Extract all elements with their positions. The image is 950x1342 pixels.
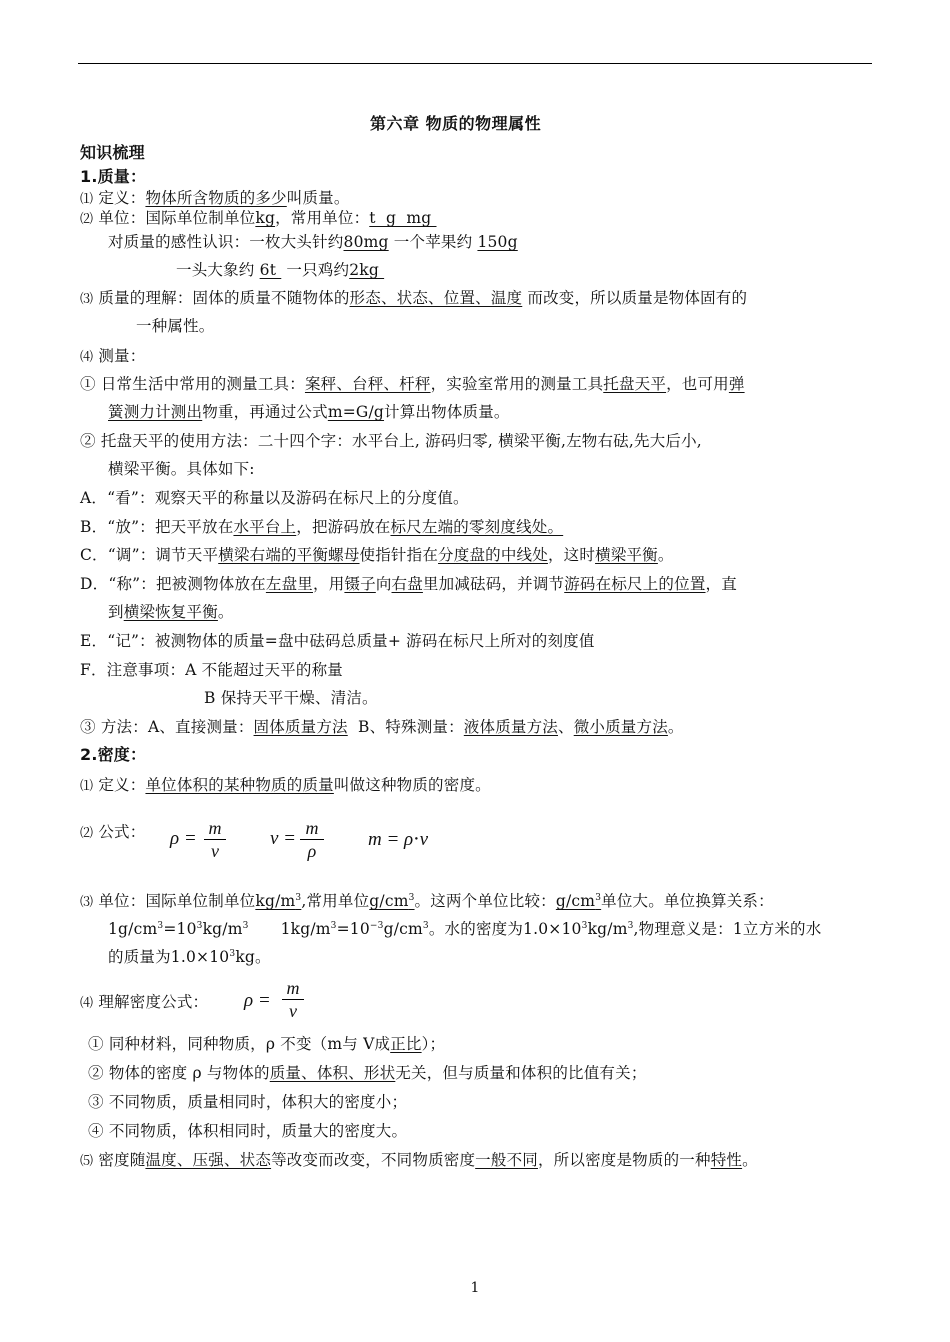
density-point-2: ② 物体的密度 ρ 与物体的质量、体积、形状无关，但与质量和体积的比值有关； — [88, 1064, 647, 1082]
density-unit-line2: $1g/cm^3=10^3kg/m^3$ $1kg/m^3=10^{-3}g/cm^3$。水的密度为$1.0\times 10^3kg/m^3$,物理意义是：1立方米的水 — [108, 920, 822, 938]
balance-usage: ② 托盘天平的使用方法：二十四个字：水平台上, 游码归零, 横梁平衡,左物右砝,先大后小, — [80, 432, 702, 450]
step-b: B．“放”：把天平放在水平台上，把游码放在标尺左端的零刻度线处。 — [80, 518, 564, 536]
density-understanding-label: ⑷ 理解密度公式： — [80, 993, 209, 1011]
chapter-title: 第六章 物质的物理属性 — [370, 114, 542, 133]
header-rule — [78, 63, 872, 64]
density-formula-label: ⑵ 公式： — [80, 823, 146, 841]
item-number: ⑴ — [80, 779, 94, 794]
page-number: 1 — [470, 1280, 480, 1296]
mass-perception-2: 一头大象约 6t 一只鸡约2kg — [176, 261, 385, 279]
step-c: C．“调”：调节天平横梁右端的平衡螺母使指针指在分度盘的中线处，这时横梁平衡。 — [80, 546, 674, 564]
mass-perception-1: 对质量的感性认识：一枚大头针约80mg 一个苹果约 150g — [108, 233, 518, 251]
si-unit: kg — [255, 209, 276, 227]
item-number: ⑷ — [80, 996, 94, 1011]
mass-understanding-line2: 一种属性。 — [136, 317, 215, 335]
density-point-3: ③ 不同物质，质量相同时，体积大的密度小； — [88, 1093, 408, 1111]
formula-mass: m = ρ⋅v — [368, 829, 429, 850]
formula-density-lhs: ρ = — [170, 828, 197, 849]
item-number: ⑸ — [80, 1154, 94, 1169]
measure-methods: ③ 方法：A、直接测量：固体质量方法 B、特殊测量：液体质量方法、微小质量方法。 — [80, 718, 684, 736]
density-unit: ⑶ 单位：国际单位制单位$kg/m^3$,常用单位$g/cm^3$。这两个单位比较：$g/cm^3$单位大。单位换算关系： — [80, 892, 774, 910]
measure-tools: ① 日常生活中常用的测量工具：案秤、台秤、杆秤，实验室常用的测量工具托盘天平，也可用弹 — [80, 375, 745, 393]
item-number: ⑵ — [80, 212, 94, 227]
balance-usage-line2: 横梁平衡。具体如下: — [108, 460, 255, 478]
step-f-line2: B 保持天平干燥、清洁。 — [204, 689, 378, 707]
step-f: F．注意事项：A 不能超过天平的称量 — [80, 661, 343, 679]
mass-measurement: ⑷ 测量： — [80, 347, 146, 365]
mass-understanding: ⑶ 质量的理解：固体的质量不随物体的形态、状态、位置、温度 而改变，所以质量是物体固有的 — [80, 289, 748, 307]
measure-tools-line2: 簧测力计测出物重，再通过公式m=G/g计算出物体质量。 — [108, 403, 510, 421]
item-number: ⑶ — [80, 895, 94, 910]
item-number: ⑷ — [80, 350, 94, 365]
mass-unit: ⑵ 单位：国际单位制单位kg，常用单位：t g mg — [80, 209, 437, 227]
step-d: D．“称”：把被测物体放在左盘里，用镊子向右盘里加减砝码，并调节游码在标尺上的位置，直 — [80, 575, 737, 593]
step-a: A．“看”：观察天平的称量以及游码在标尺上的分度值。 — [80, 489, 469, 507]
formula-volume-fraction: m ρ — [300, 818, 324, 861]
step-d-line2: 到横梁恢复平衡。 — [108, 603, 234, 621]
density-unit-line3: 的质量为$1.0\times 10^3kg$。 — [108, 948, 271, 966]
mass-definition-term: 物体所含物质的多少 — [145, 189, 287, 207]
item-number: ⑴ — [80, 192, 94, 207]
section-label: 知识梳理 — [80, 143, 145, 162]
mass-heading: 1.质量： — [80, 167, 147, 186]
formula-understanding-lhs: ρ = — [244, 990, 271, 1011]
item-number: ⑶ — [80, 292, 94, 307]
density-definition: ⑴ 定义：单位体积的某种物质的质量叫做这种物质的密度。 — [80, 776, 491, 794]
density-note-5: ⑸ 密度随温度、压强、状态等改变而改变，不同物质密度一般不同，所以密度是物质的一种特性。 — [80, 1151, 758, 1169]
density-point-1: ① 同种材料，同种物质，ρ 不变（m与 V成正比）； — [88, 1035, 446, 1053]
formula-understanding-fraction: m v — [282, 978, 304, 1021]
formula-density-fraction: m v — [204, 818, 226, 861]
item-number: ⑵ — [80, 826, 94, 841]
density-point-4: ④ 不同物质，体积相同时，质量大的密度大。 — [88, 1122, 408, 1140]
step-e: E．“记”：被测物体的质量=盘中砝码总质量+ 游码在标尺上所对的刻度值 — [80, 632, 595, 650]
common-units: t g mg — [369, 209, 437, 227]
density-heading: 2.密度： — [80, 745, 147, 764]
formula-volume-lhs: v = — [270, 828, 297, 849]
mass-definition: ⑴ 定义：物体所含物质的多少叫质量。 — [80, 189, 350, 207]
